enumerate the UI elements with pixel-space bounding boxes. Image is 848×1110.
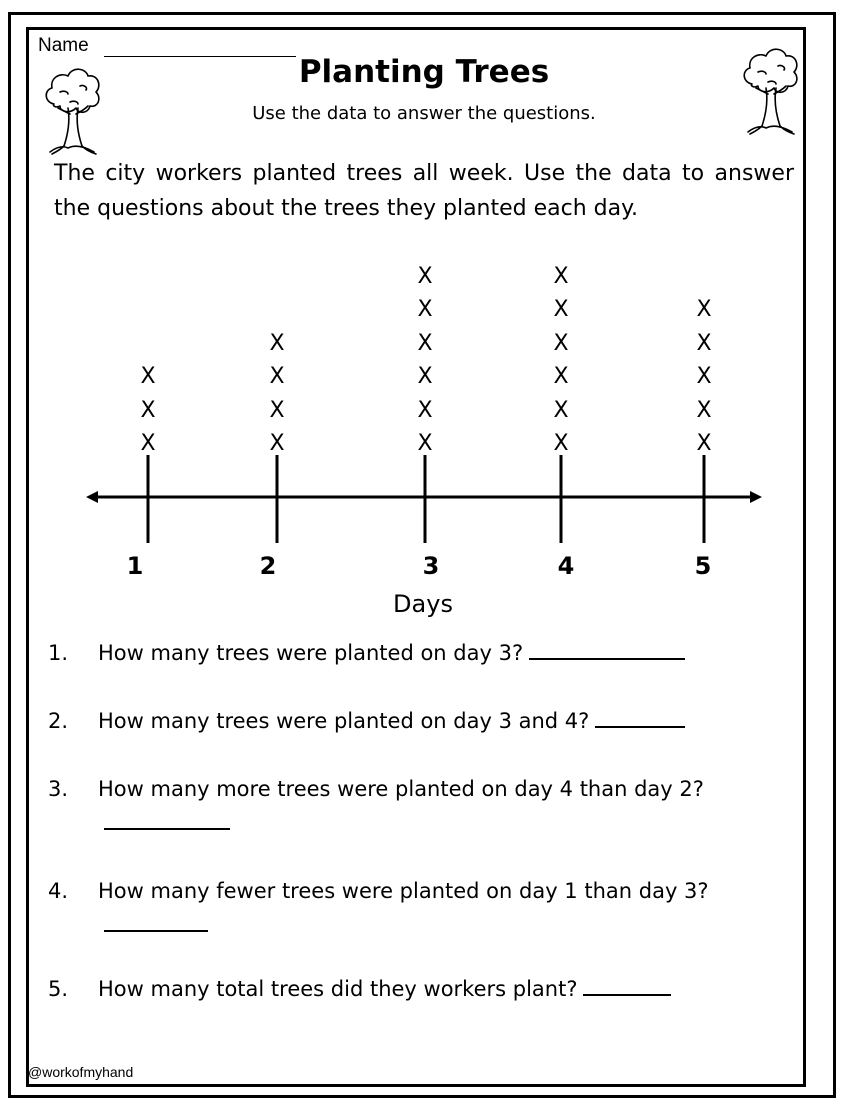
question-number: 5.	[48, 977, 69, 1001]
answer-blank[interactable]	[529, 640, 685, 660]
x-mark: X	[696, 397, 712, 423]
tree-icon	[738, 42, 802, 138]
question-number: 1.	[48, 641, 69, 665]
x-mark: X	[553, 397, 569, 423]
question-label: How many total trees did they workers plant?	[98, 977, 578, 1001]
tick-label-day-1: 1	[126, 552, 144, 580]
x-mark: X	[417, 330, 433, 356]
x-mark: X	[417, 297, 433, 322]
tree-icon	[40, 62, 104, 158]
question-number: 2.	[48, 709, 69, 733]
arrow-left-icon	[86, 491, 98, 503]
tick-label-day-4: 4	[557, 552, 575, 580]
x-axis-title: Days	[393, 590, 453, 618]
question-text	[98, 772, 808, 840]
tick-label-day-3: 3	[422, 552, 440, 580]
question-label: How many more trees were planted on day 4 than day 2?	[98, 777, 704, 801]
arrow-right-icon	[750, 491, 762, 503]
x-mark: X	[553, 263, 569, 289]
x-mark: X	[696, 330, 712, 356]
x-mark: X	[269, 397, 285, 423]
x-mark: X	[140, 397, 156, 423]
x-mark: X	[269, 330, 285, 356]
credit-footer: @workofmyhand	[28, 1064, 134, 1080]
question-text	[98, 874, 808, 942]
x-mark: X	[417, 364, 433, 389]
x-mark: X	[696, 297, 712, 322]
answer-blank[interactable]	[595, 708, 685, 728]
question-text	[98, 636, 808, 670]
x-mark: X	[417, 431, 433, 456]
name-label: Name	[38, 35, 89, 56]
question-label: How many trees were planted on day 3 and 4?	[98, 709, 590, 733]
question-number: 3.	[48, 777, 69, 801]
question-label: How many fewer trees were planted on day 1 than day 3?	[98, 879, 709, 903]
x-mark: X	[696, 364, 712, 389]
line-plot	[0, 250, 848, 630]
x-mark: X	[553, 330, 569, 356]
worksheet-subtitle: Use the data to answer the questions.	[252, 103, 596, 124]
x-mark: X	[140, 364, 156, 389]
answer-blank[interactable]	[583, 976, 671, 996]
question-text	[98, 972, 808, 1006]
question-text	[98, 704, 808, 738]
tick-label-day-2: 2	[259, 552, 277, 580]
x-mark: X	[553, 431, 569, 456]
x-mark: X	[553, 297, 569, 322]
x-mark: X	[417, 397, 433, 423]
tick-label-day-5: 5	[694, 552, 712, 580]
worksheet-title: Planting Trees	[298, 54, 550, 90]
x-mark: X	[553, 364, 569, 389]
x-mark: X	[140, 431, 156, 456]
question-number: 4.	[48, 879, 69, 903]
answer-blank[interactable]	[104, 810, 230, 830]
x-mark: X	[696, 431, 712, 456]
x-mark: X	[269, 431, 285, 456]
question-label: How many trees were planted on day 3?	[98, 641, 524, 665]
answer-blank[interactable]	[104, 912, 208, 932]
x-mark: X	[417, 263, 433, 289]
x-mark: X	[269, 364, 285, 389]
intro-paragraph: The city workers planted trees all week. Use the data to answer the questions about the trees they planted each day.	[54, 161, 794, 221]
